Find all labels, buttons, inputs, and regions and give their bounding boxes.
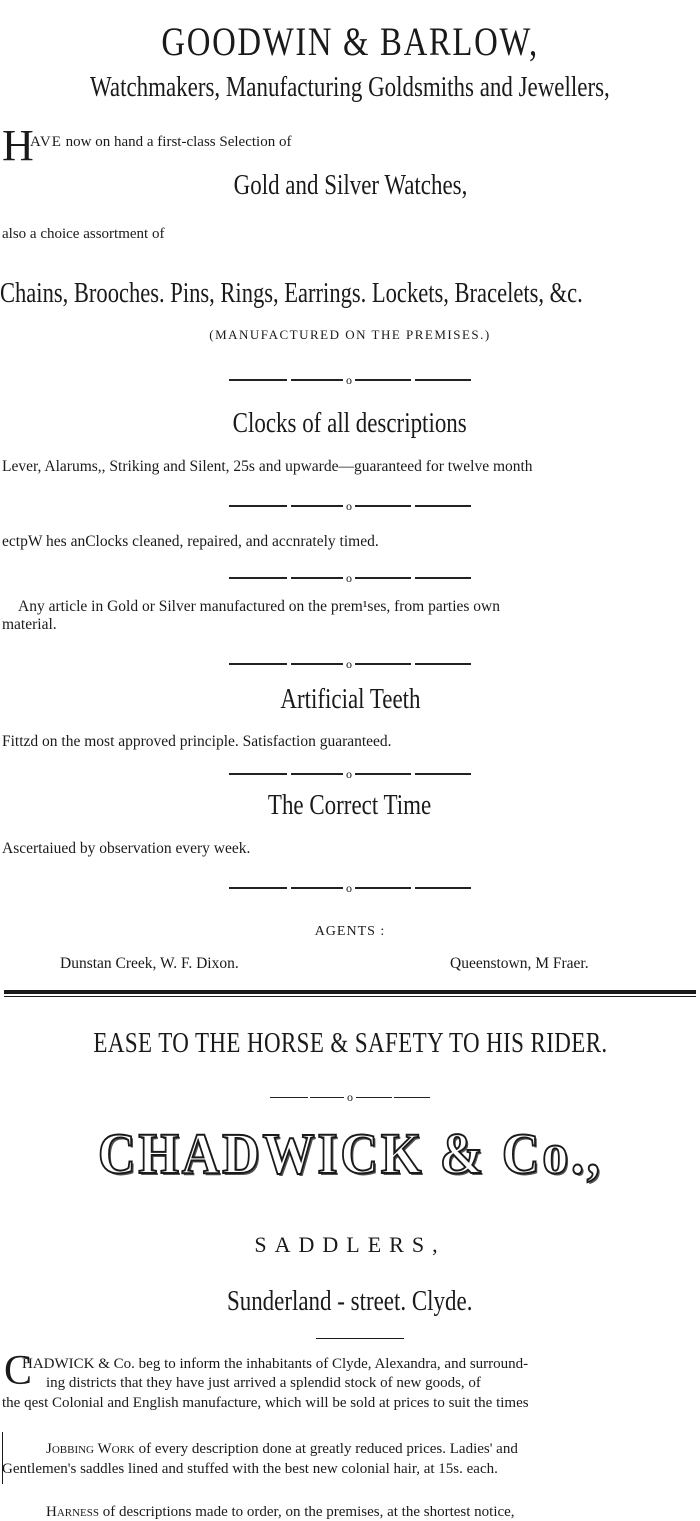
manufactured-note: (MANUFACTURED ON THE PREMISES.) xyxy=(209,327,491,342)
divider xyxy=(0,766,700,782)
drop-cap: H xyxy=(2,121,34,170)
time-heading xyxy=(0,790,700,822)
divider xyxy=(0,498,700,514)
teeth-heading-text: Artificial Teeth xyxy=(279,684,421,715)
clocks-heading-text: Clocks of all descriptions xyxy=(232,408,468,439)
agent-right: Queenstown, M Fraer. xyxy=(450,955,589,972)
intro-line xyxy=(30,134,291,151)
body-line: Gentlemen's saddles lined and stuffed with the best new colonial hair, at 15s. each. xyxy=(2,1461,498,1477)
lead-words: Harness xyxy=(46,1504,100,1520)
ad-subtitle xyxy=(0,72,700,104)
body-line xyxy=(46,1441,518,1458)
intro-rest: now on hand a first-class Selection of xyxy=(61,134,292,150)
drop-cap: C xyxy=(4,1348,33,1394)
article-text-line2: material. xyxy=(2,616,57,633)
trade-line: SADDLERS, xyxy=(254,1232,446,1257)
clocks-heading xyxy=(0,408,700,440)
body-text: of descriptions made to order, on the premises, at the shortest notice, xyxy=(99,1504,515,1520)
divider-mark: o xyxy=(346,372,352,387)
also-line: also a choice assortment of xyxy=(2,226,165,242)
time-heading-text: The Correct Time xyxy=(268,790,432,821)
body-text: of every description done at greatly reduced prices. Ladies' and xyxy=(134,1441,518,1457)
short-rule xyxy=(316,1338,404,1339)
address-line xyxy=(0,1286,700,1318)
divider xyxy=(0,656,700,672)
divider-mark: o xyxy=(346,498,352,513)
divider-mark: o xyxy=(346,570,352,585)
body-line xyxy=(46,1504,515,1521)
divider-mark: o xyxy=(346,766,352,781)
headline-text: EASE TO THE HORSE & SAFETY TO HIS RIDER. xyxy=(92,1028,608,1059)
firm-name-text: CHADWICK & Co., xyxy=(97,1121,603,1186)
divider xyxy=(0,880,700,896)
divider-mark: o xyxy=(346,880,352,895)
body-line: ing districts that they have just arrived a splendid stock of new goods, of xyxy=(46,1375,481,1391)
address-text: Sunderland - street. Clyde. xyxy=(227,1286,473,1317)
intro-caps: AVE xyxy=(30,134,62,150)
ad-title-text: GOODWIN & BARLOW, xyxy=(161,19,539,64)
jewellery-heading xyxy=(0,278,700,310)
headline xyxy=(0,1028,700,1060)
clocks-text: Lever, Alarums,, Striking and Silent, 25s and upwarde—guaranteed for twelve month xyxy=(2,458,533,475)
agents-heading: AGENTS : xyxy=(314,924,386,939)
body-line: the qest Colonial and English manufacture, which will be sold at prices to suit the times xyxy=(2,1395,529,1411)
divider xyxy=(0,1089,700,1105)
teeth-text: Fittzd on the most approved principle. Satisfaction guaranteed. xyxy=(2,733,392,750)
ad-title xyxy=(0,18,700,65)
teeth-heading xyxy=(0,684,700,716)
agent-left: Dunstan Creek, W. F. Dixon. xyxy=(60,955,239,972)
watches-heading xyxy=(0,170,700,202)
lead-words: Jobbing Work xyxy=(46,1441,135,1457)
divider-mark: o xyxy=(347,1089,353,1104)
section-rule xyxy=(4,990,696,994)
cleaning-text: ectpW hes anClocks cleaned, repaired, and accnrately timed. xyxy=(2,533,379,550)
article-text-line1: Any article in Gold or Silver manufactured on the prem¹ses, from parties own xyxy=(18,598,500,615)
watches-heading-text: Gold and Silver Watches, xyxy=(233,170,467,201)
firm-name xyxy=(0,1120,700,1187)
divider-mark: o xyxy=(346,656,352,671)
body-line: HADWICK & Co. beg to inform the inhabitants of Clyde, Alexandra, and surround- xyxy=(22,1356,529,1372)
section-rule-thin xyxy=(4,996,696,997)
jewellery-heading-text: Chains, Brooches. Pins, Rings, Earrings. Lockets, Bracelets, &c. xyxy=(0,278,583,309)
divider xyxy=(0,570,700,586)
time-text: Ascertaiued by observation every week. xyxy=(2,840,251,857)
divider xyxy=(0,372,700,388)
ad-subtitle-text: Watchmakers, Manufacturing Goldsmiths and Jewellers, xyxy=(90,72,610,103)
